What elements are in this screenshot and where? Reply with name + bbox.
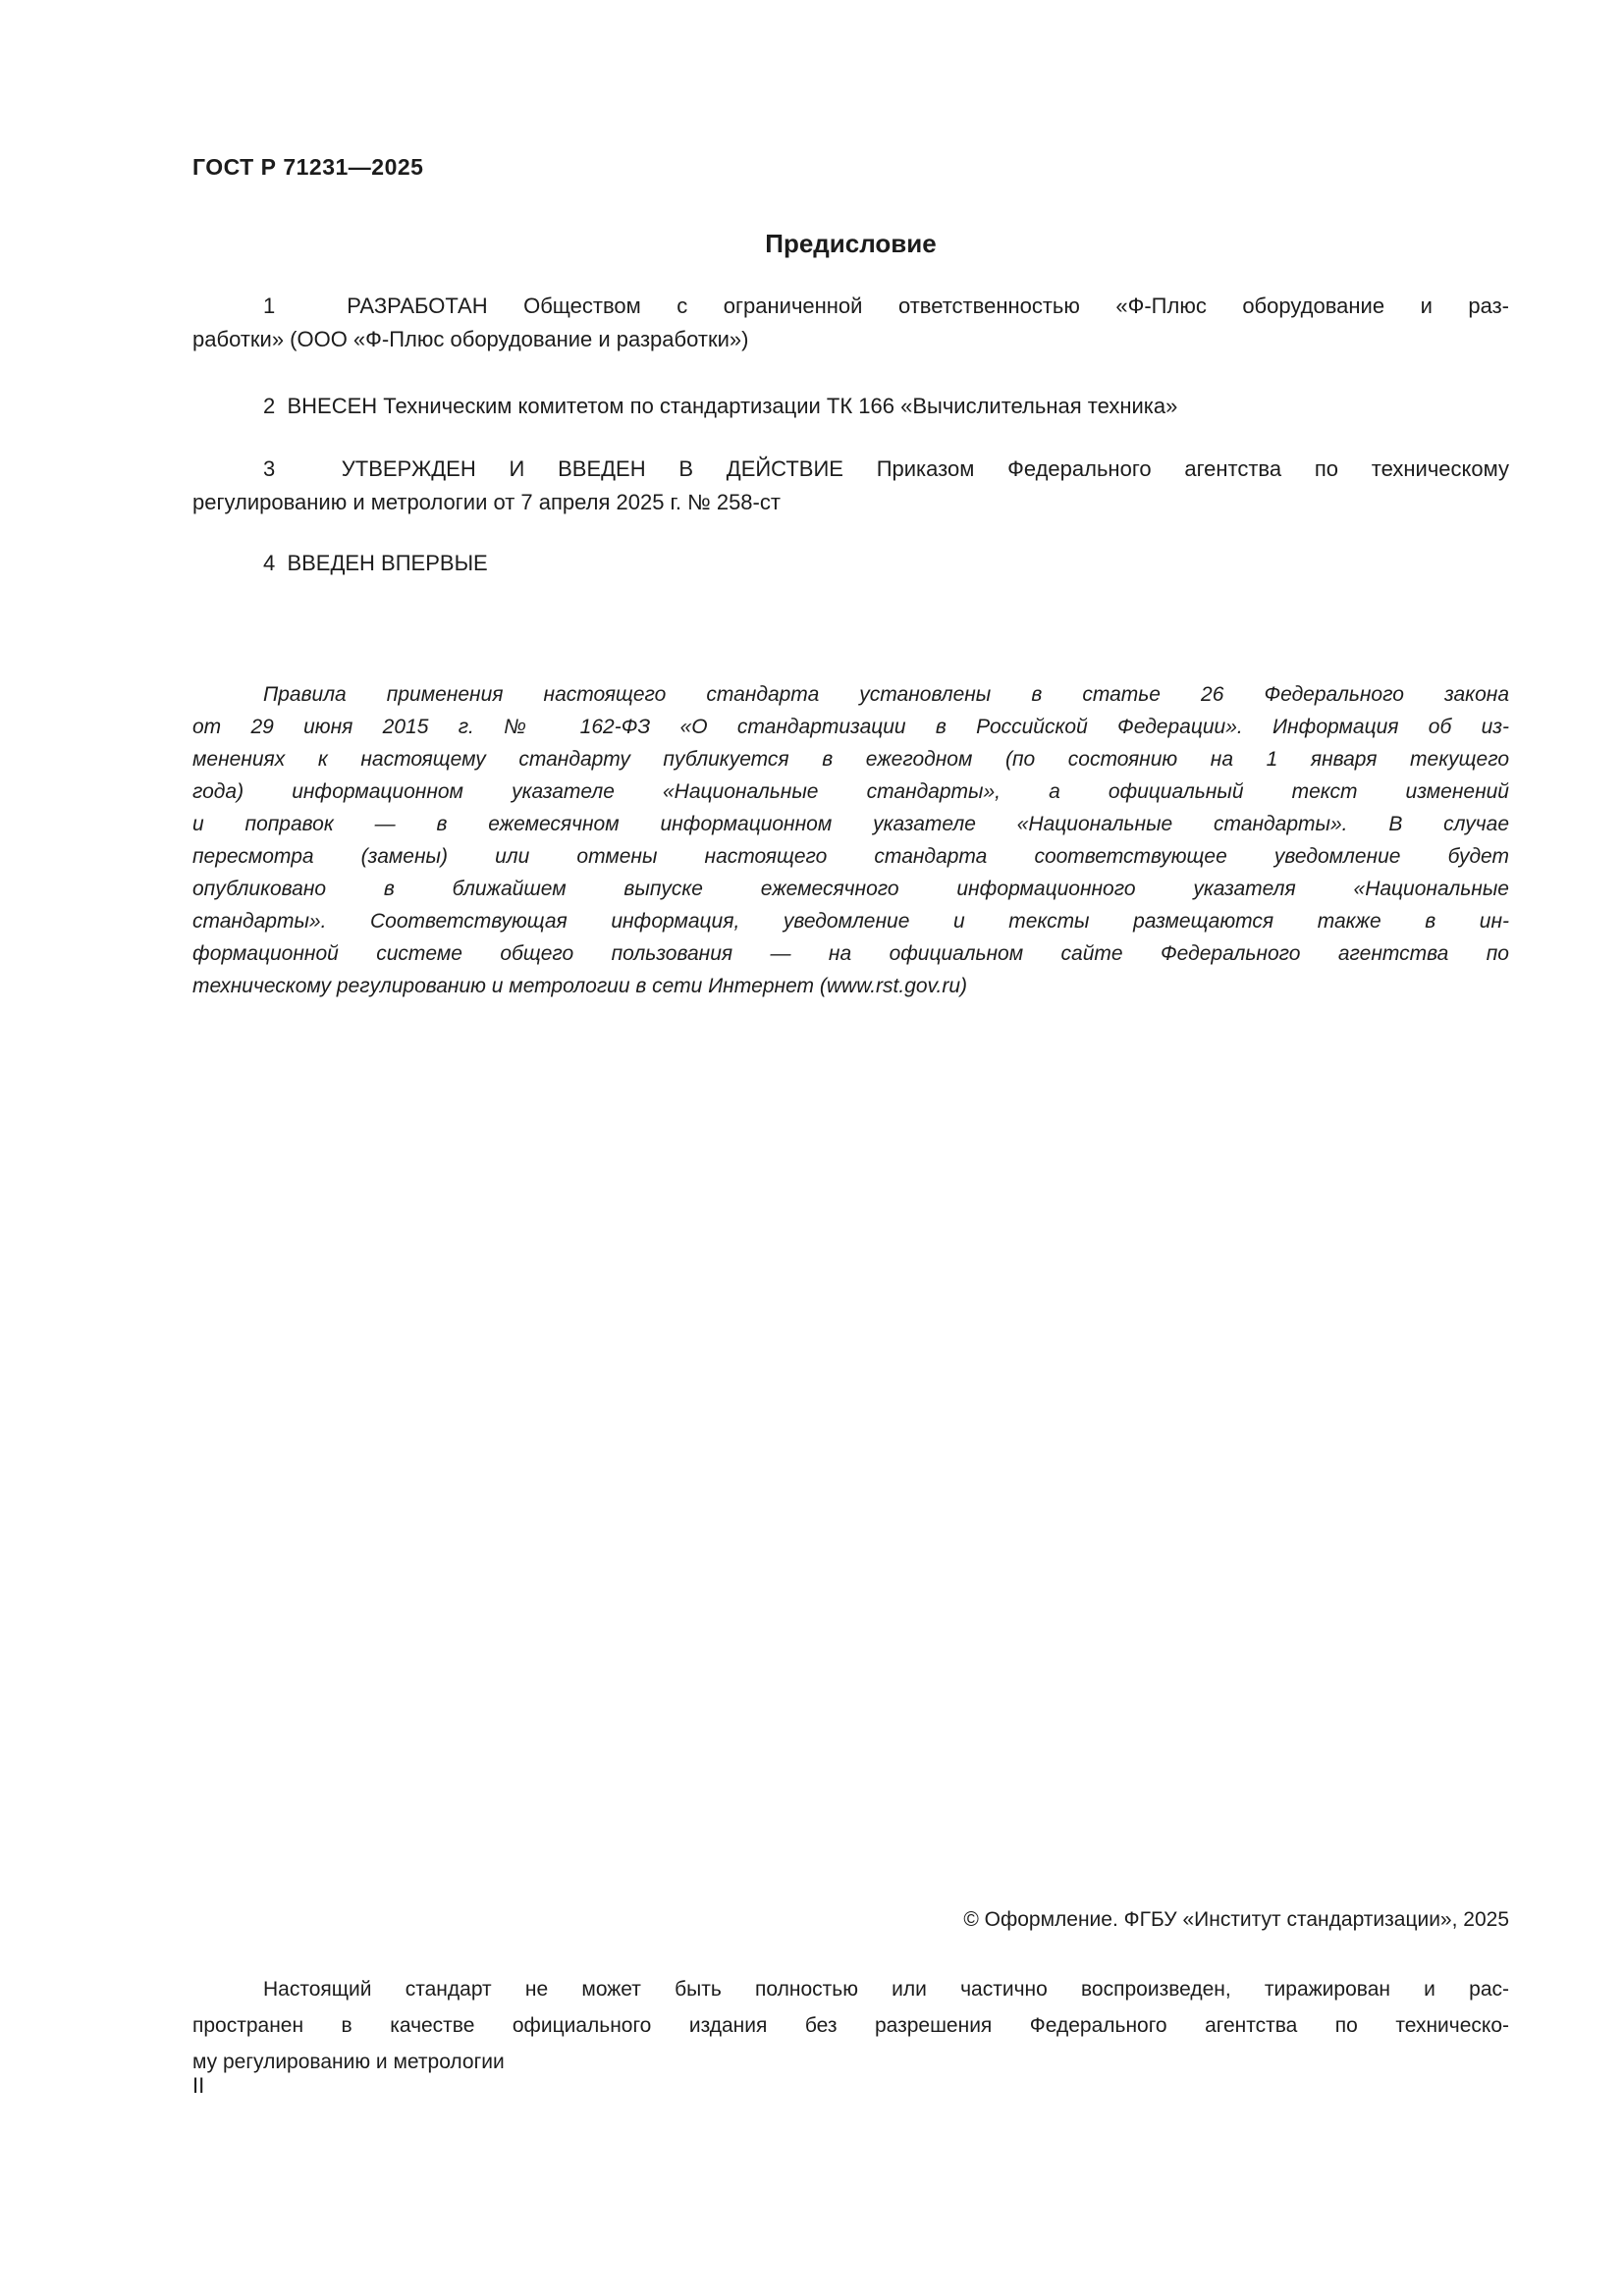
text-line: му регулированию и метрологии xyxy=(192,2051,505,2073)
text-line: года) информационном указателе «Национальные стандарты», а официальный текст изменений xyxy=(192,780,1509,803)
distribution-notice xyxy=(192,1971,1509,2080)
text-line: опубликовано в ближайшем выпуске ежемесячного информационного указателя «Национальные xyxy=(192,878,1509,900)
legal-notice xyxy=(192,678,1509,1002)
text-line: регулированию и метрологии от 7 апреля 2025 г. № 258-ст xyxy=(192,490,781,514)
text-line: 4 ВВЕДЕН ВПЕРВЫЕ xyxy=(263,551,488,575)
text-line: стандарты». Соответствующая информация, уведомление и тексты размещаются также в ин- xyxy=(192,910,1509,933)
text-line: техническому регулированию и метрологии в сети Интернет (www.rst.gov.ru) xyxy=(192,975,967,997)
text-line: 1 РАЗРАБОТАН Обществом с ограниченной ответственностью «Ф-Плюс оборудование и раз- xyxy=(263,294,1509,318)
page-title: Предисловие xyxy=(765,229,937,258)
text-line: менениях к настоящему стандарту публикуется в ежегодном (по состоянию на 1 января текущего xyxy=(192,748,1509,771)
text-line: и поправок — в ежемесячном информационном указателе «Национальные стандарты». В случае xyxy=(192,813,1509,835)
text-line: пространен в качестве официального издания без разрешения Федерального агентства по техническо- xyxy=(192,2014,1509,2037)
copyright-line: © Оформление. ФГБУ «Институт стандартизации», 2025 xyxy=(963,1908,1509,1931)
text-line: 3 УТВЕРЖДЕН И ВВЕДЕН В ДЕЙСТВИЕ Приказом Федерального агентства по техническому xyxy=(263,456,1509,481)
foreword-item-approved xyxy=(192,453,1509,519)
foreword-item-first-time xyxy=(192,547,1509,580)
text-line: Правила применения настоящего стандарта установлены в статье 26 Федерального закона xyxy=(263,683,1509,706)
page-number: II xyxy=(192,2073,205,2098)
text-line: формационной системе общего пользования — на официальном сайте Федерального агентства по xyxy=(192,942,1509,965)
foreword-item-developed xyxy=(192,290,1509,356)
text-line: работки» (ООО «Ф-Плюс оборудование и разработки») xyxy=(192,327,749,351)
text-line: Настоящий стандарт не может быть полностью или частично воспроизведен, тиражирован и рас- xyxy=(263,1978,1509,2001)
text-line: 2 ВНЕСЕН Техническим комитетом по стандартизации ТК 166 «Вычислительная техника» xyxy=(263,394,1178,418)
text-line: от 29 июня 2015 г. № 162-ФЗ «О стандартизации в Российской Федерации». Информация об из- xyxy=(192,716,1509,738)
text-line: пересмотра (замены) или отмены настоящего стандарта соответствующее уведомление будет xyxy=(192,845,1509,868)
document-code: ГОСТ Р 71231—2025 xyxy=(192,154,424,180)
foreword-item-submitted xyxy=(192,390,1509,423)
